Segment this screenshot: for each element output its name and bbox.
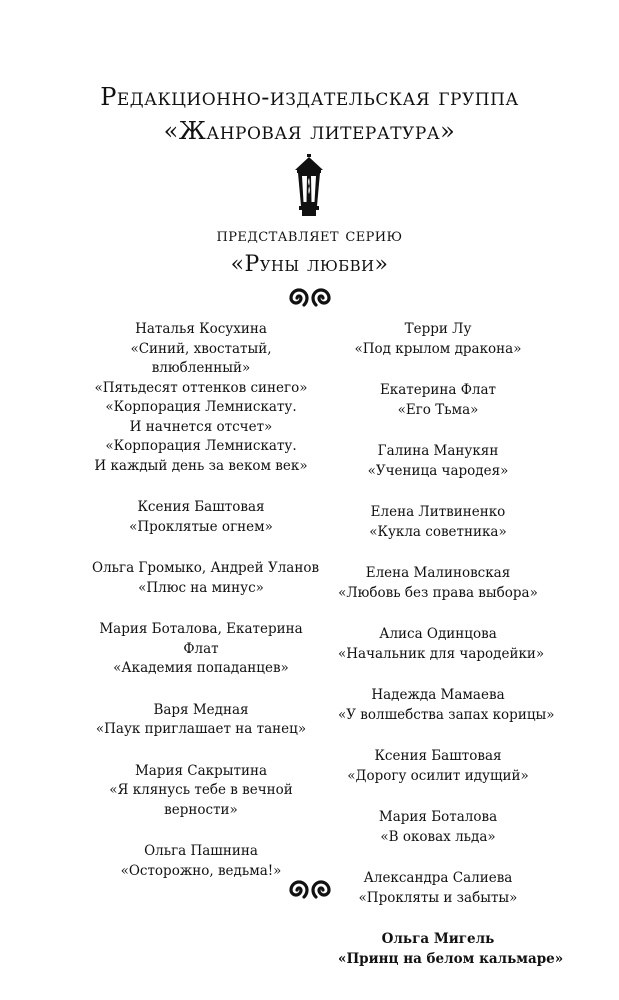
book-title-line: «Пятьдесят оттенков синего» <box>94 379 308 396</box>
book-title-line: «Его Тьма» <box>397 401 479 418</box>
book-entry <box>92 842 310 881</box>
book-entry <box>92 701 310 740</box>
author-name: Ольга Пашнина <box>144 843 258 859</box>
book-entry <box>338 930 564 969</box>
author-name: Александра Салиева <box>363 870 513 886</box>
book-title-line: И начнется отсчет» <box>129 418 273 435</box>
book-title-line: «Под крылом дракона» <box>354 340 522 357</box>
author-name: Мария Боталова <box>378 809 498 825</box>
right-book-list <box>338 320 564 991</box>
author-name: Терри Лу <box>404 321 472 337</box>
swirl-ornament-icon <box>286 878 334 902</box>
author-name: Мария Боталова, Екатерина <box>99 621 303 637</box>
book-title-line: «Кукла советника» <box>369 523 507 540</box>
book-title-line: «Прокляты и забыты» <box>358 889 518 906</box>
book-title-line: «Начальник для чародейки» <box>338 645 545 662</box>
author-name: Алиса Одинцова <box>379 626 497 642</box>
book-title-line: Флат <box>183 640 219 657</box>
book-title-line: «Корпорация Лемнискату. <box>105 438 297 454</box>
publisher-group-title: Редакционно-издательская группа <box>100 83 519 111</box>
author-name: Ксения Баштовая <box>137 499 265 515</box>
book-entry <box>338 747 538 786</box>
author-name: Надежда Мамаева <box>371 687 505 703</box>
genre-literature-title: «Жанровая литература» <box>163 117 456 145</box>
book-entry <box>338 320 538 359</box>
left-book-list <box>92 320 320 903</box>
book-title-line: «Дорогу осилит идущий» <box>347 767 529 784</box>
lantern-icon <box>295 154 323 216</box>
book-title-line: «Синий, хвостатый, <box>130 340 272 357</box>
book-entry <box>338 808 538 847</box>
book-entry <box>92 620 310 679</box>
book-entry <box>338 564 538 603</box>
book-entry <box>338 503 538 542</box>
presents-series-label: представляет серию <box>216 224 403 246</box>
author-name: Екатерина Флат <box>379 382 497 398</box>
book-entry <box>92 762 310 821</box>
book-title-line: верности» <box>164 801 238 818</box>
author-name: Галина Манукян <box>377 443 499 459</box>
book-title-line: влюбленный» <box>151 360 251 376</box>
book-title-line: «Корпорация Лемнискату. <box>105 399 297 415</box>
author-name: Варя Медная <box>153 701 249 718</box>
book-entry <box>338 686 555 725</box>
book-title-line: И каждый день за веком век» <box>94 457 308 474</box>
swirl-ornament-icon <box>286 286 334 310</box>
book-title-line: «Принц на белом кальмаре» <box>338 950 564 967</box>
author-name: Елена Литвиненко <box>370 504 506 520</box>
author-name: Ольга Громыко, Андрей Уланов <box>92 560 320 576</box>
book-title-line: «Любовь без права выбора» <box>338 584 538 601</box>
book-title-line: «Плюс на минус» <box>138 579 264 596</box>
author-name: Ольга Мигель <box>381 931 495 947</box>
author-name: Наталья Косухина <box>135 321 267 337</box>
book-entry <box>338 442 538 481</box>
book-title-line: «У волшебства запах корицы» <box>338 706 555 723</box>
book-entry <box>338 625 545 664</box>
book-entry <box>92 320 310 476</box>
book-title-line: «Ученица чародея» <box>367 462 509 479</box>
book-title-line: «Академия попаданцев» <box>113 660 289 676</box>
book-title-line: «Осторожно, ведьма!» <box>120 862 282 879</box>
book-entry <box>338 381 538 420</box>
book-title-line: «Паук приглашает на танец» <box>95 721 307 737</box>
author-name: Ксения Баштовая <box>374 748 502 764</box>
book-entry <box>92 498 310 537</box>
book-title-line: «Проклятые огнем» <box>129 518 273 535</box>
author-name: Мария Сакрытина <box>134 762 268 779</box>
author-name: Елена Малиновская <box>365 565 511 581</box>
book-entry <box>338 869 538 908</box>
book-title-line: «В оковах льда» <box>380 828 496 845</box>
series-title: «Руны любви» <box>230 252 389 277</box>
book-title-line: «Я клянусь тебе в вечной <box>109 782 293 798</box>
book-entry <box>92 559 320 598</box>
